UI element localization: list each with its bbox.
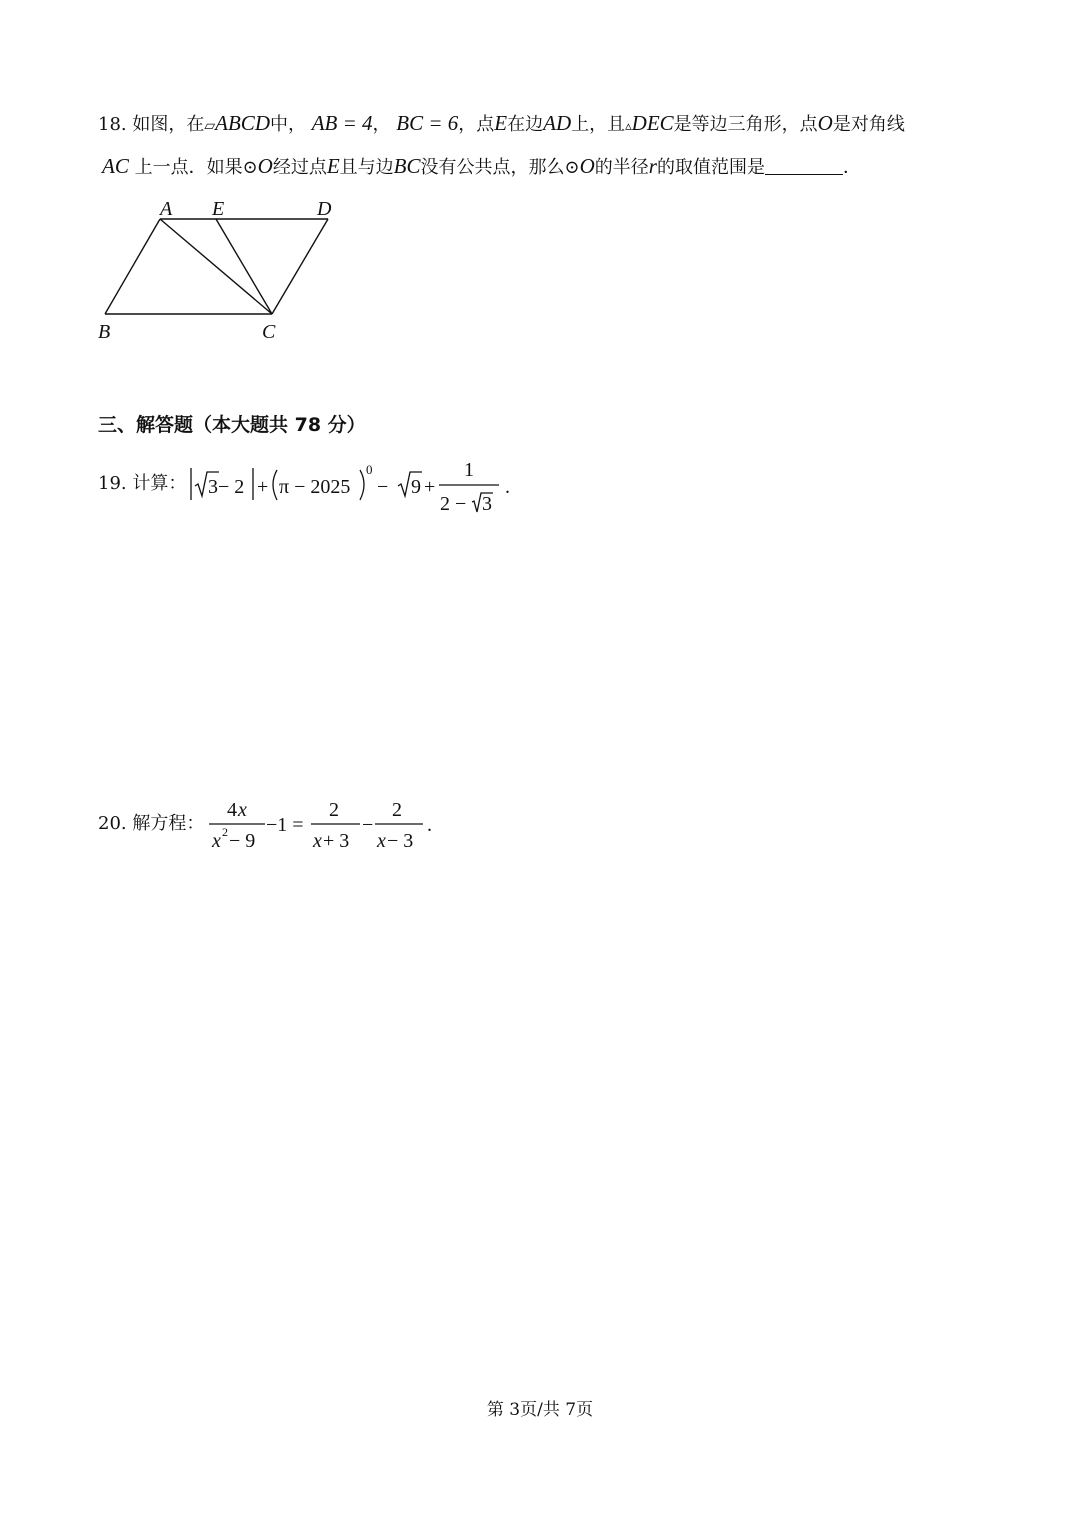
svg-text:+ 3: + 3 <box>323 830 350 852</box>
svg-text:9: 9 <box>411 476 421 498</box>
segment-ab <box>105 219 160 314</box>
page-footer: 第 3页/共 7页 <box>486 1400 594 1420</box>
segment-ac <box>160 219 272 314</box>
section-heading: 三、解答题（本大题共 78 分） <box>98 414 366 436</box>
svg-text:3: 3 <box>208 476 218 498</box>
svg-text:2 −: 2 − <box>440 493 467 515</box>
svg-text:x: x <box>377 830 386 852</box>
svg-text:x: x <box>238 799 247 821</box>
segment-cd <box>272 219 328 314</box>
triangle-icon: ▵ <box>625 119 632 134</box>
label-c: C <box>262 321 276 343</box>
circle-dot-icon: ⊙ <box>242 157 258 178</box>
q19-number: 19. 计算： <box>98 473 187 494</box>
svg-text:x: x <box>313 830 322 852</box>
svg-text:4: 4 <box>227 799 237 821</box>
q20-number: 20. 解方程： <box>98 813 205 834</box>
svg-text:2: 2 <box>222 825 228 839</box>
svg-text:− 3: − 3 <box>387 830 414 852</box>
svg-text:π − 2025: π − 2025 <box>279 476 351 498</box>
svg-text:−: − <box>362 814 374 836</box>
answer-blank <box>765 173 843 175</box>
circle-dot-icon: ⊙ <box>564 157 580 178</box>
segment-ec <box>216 219 272 314</box>
q18-number: 18. <box>98 114 127 135</box>
svg-text:0: 0 <box>366 462 373 477</box>
svg-text:2: 2 <box>392 799 402 821</box>
svg-text:−: − <box>377 476 389 498</box>
svg-text:3: 3 <box>482 493 492 515</box>
svg-text:.: . <box>505 476 510 498</box>
svg-text:− 2: − 2 <box>218 476 245 498</box>
q20-equation <box>205 790 445 860</box>
svg-text:1: 1 <box>464 459 474 481</box>
svg-text:.: . <box>427 814 432 836</box>
q18-line2: AC 上一点．如果⊙O经过点E且与边BC没有公共点，那么⊙O的半径r的取值范围是 ． <box>102 154 861 178</box>
q19-expression <box>185 450 525 520</box>
svg-text:+: + <box>424 476 436 498</box>
label-a: A <box>160 198 173 220</box>
q18-line1: 18. 如图，在▱ABCD中， AB = 4， BC = 6，点E在边AD上，且▵DEC是等边三角形，点O是对角线 <box>98 111 905 135</box>
q18-figure <box>90 195 350 345</box>
label-b: B <box>98 321 111 343</box>
svg-text:−1 =: −1 = <box>266 814 304 836</box>
svg-text:x: x <box>212 830 221 852</box>
label-e: E <box>212 198 225 220</box>
svg-text:− 9: − 9 <box>229 830 256 852</box>
parallelogram-icon: ▱ <box>204 118 216 134</box>
svg-text:+: + <box>257 476 269 498</box>
svg-text:2: 2 <box>329 799 339 821</box>
label-d: D <box>317 198 332 220</box>
